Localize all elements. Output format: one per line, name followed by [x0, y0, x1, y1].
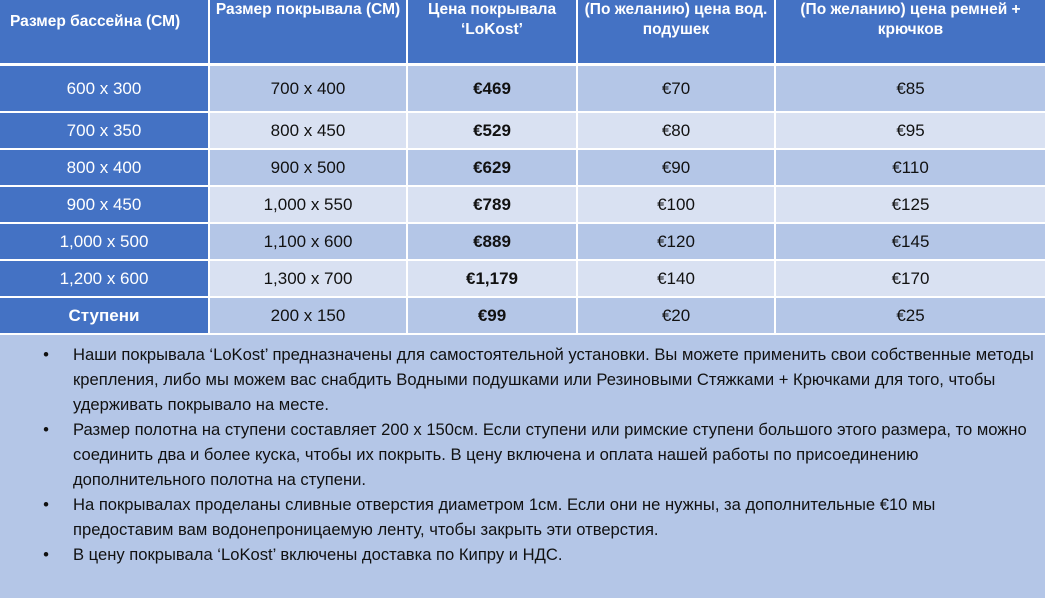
table-row — [0, 297, 1045, 334]
bullet-icon: • — [43, 420, 49, 439]
pillows-price-cell: €100 — [577, 186, 775, 223]
pool-size-cell: 900 x 450 — [0, 186, 209, 223]
table-row — [0, 65, 1045, 113]
table-row — [0, 149, 1045, 186]
pool-size-cell: 1,200 x 600 — [0, 260, 209, 297]
list-item — [40, 417, 1035, 492]
note-text: Наши покрывала ‘LoKost’ предназначены для самостоятельной установки. Вы можете применить свои собственные методы крепления, либо мы можем вас снабдить Водными подушками или Резиновыми Стяжками + Крючками для того, чтобы удерживать покрывало на месте. — [73, 345, 1034, 414]
pillows-price-cell: €120 — [577, 223, 775, 260]
cover-price-cell: €529 — [407, 112, 577, 149]
pillows-price-cell: €20 — [577, 297, 775, 334]
cover-size-cell: 700 x 400 — [209, 65, 407, 113]
header-cover-size: Размер покрывала (СМ) — [209, 0, 407, 65]
straps-price-cell: €25 — [775, 297, 1045, 334]
table-row — [0, 260, 1045, 297]
table-row — [0, 223, 1045, 260]
list-item — [40, 342, 1035, 417]
note-text: Размер полотна на ступени составляет 200 x 150см. Если ступени или римские ступени большого этого размера, то можно соединить два и более куска, чтобы их покрыть. В цену включена и оплата нашей работы по присоединению дополнительного полотна на ступени. — [73, 420, 1027, 489]
notes-list — [40, 342, 1035, 567]
cover-price-cell: €889 — [407, 223, 577, 260]
cover-size-cell: 800 x 450 — [209, 112, 407, 149]
table-row — [0, 186, 1045, 223]
cover-price-cell: €99 — [407, 297, 577, 334]
bullet-icon: • — [43, 545, 49, 564]
header-straps-price: (По желанию) цена ремней + крючков — [775, 0, 1045, 65]
bullet-icon: • — [43, 345, 49, 364]
cover-size-cell: 1,000 x 550 — [209, 186, 407, 223]
straps-price-cell: €145 — [775, 223, 1045, 260]
pillows-price-cell: €80 — [577, 112, 775, 149]
straps-price-cell: €85 — [775, 65, 1045, 113]
pool-size-cell: Ступени — [0, 297, 209, 334]
cover-size-cell: 1,300 x 700 — [209, 260, 407, 297]
pool-size-cell: 700 x 350 — [0, 112, 209, 149]
list-item — [40, 542, 1035, 567]
header-cover-price: Цена покрывала ‘LoKost’ — [407, 0, 577, 65]
pool-size-cell: 600 x 300 — [0, 65, 209, 113]
list-item — [40, 492, 1035, 542]
pillows-price-cell: €70 — [577, 65, 775, 113]
pillows-price-cell: €90 — [577, 149, 775, 186]
cover-size-cell: 900 x 500 — [209, 149, 407, 186]
pool-size-cell: 800 x 400 — [0, 149, 209, 186]
pillows-price-cell: €140 — [577, 260, 775, 297]
header-pillows-price: (По желанию) цена вод. подушек — [577, 0, 775, 65]
straps-price-cell: €110 — [775, 149, 1045, 186]
straps-price-cell: €170 — [775, 260, 1045, 297]
straps-price-cell: €125 — [775, 186, 1045, 223]
pool-size-cell: 1,000 x 500 — [0, 223, 209, 260]
table-row — [0, 112, 1045, 149]
cover-price-cell: €629 — [407, 149, 577, 186]
header-pool-size: Размер бассейна (СМ) — [0, 0, 209, 65]
straps-price-cell: €95 — [775, 112, 1045, 149]
note-text: В цену покрывала ‘LoKost’ включены доставка по Кипру и НДС. — [73, 545, 563, 564]
cover-price-cell: €469 — [407, 65, 577, 113]
cover-price-cell: €789 — [407, 186, 577, 223]
cover-price-cell: €1,179 — [407, 260, 577, 297]
cover-size-cell: 1,100 x 600 — [209, 223, 407, 260]
cover-size-cell: 200 x 150 — [209, 297, 407, 334]
bullet-icon: • — [43, 495, 49, 514]
table-header-row — [0, 0, 1045, 65]
note-text: На покрывалах проделаны сливные отверстия диаметром 1см. Если они не нужны, за дополнительные €10 мы предоставим вам водонепроницаемую ленту, чтобы закрыть эти отверстия. — [73, 495, 936, 539]
